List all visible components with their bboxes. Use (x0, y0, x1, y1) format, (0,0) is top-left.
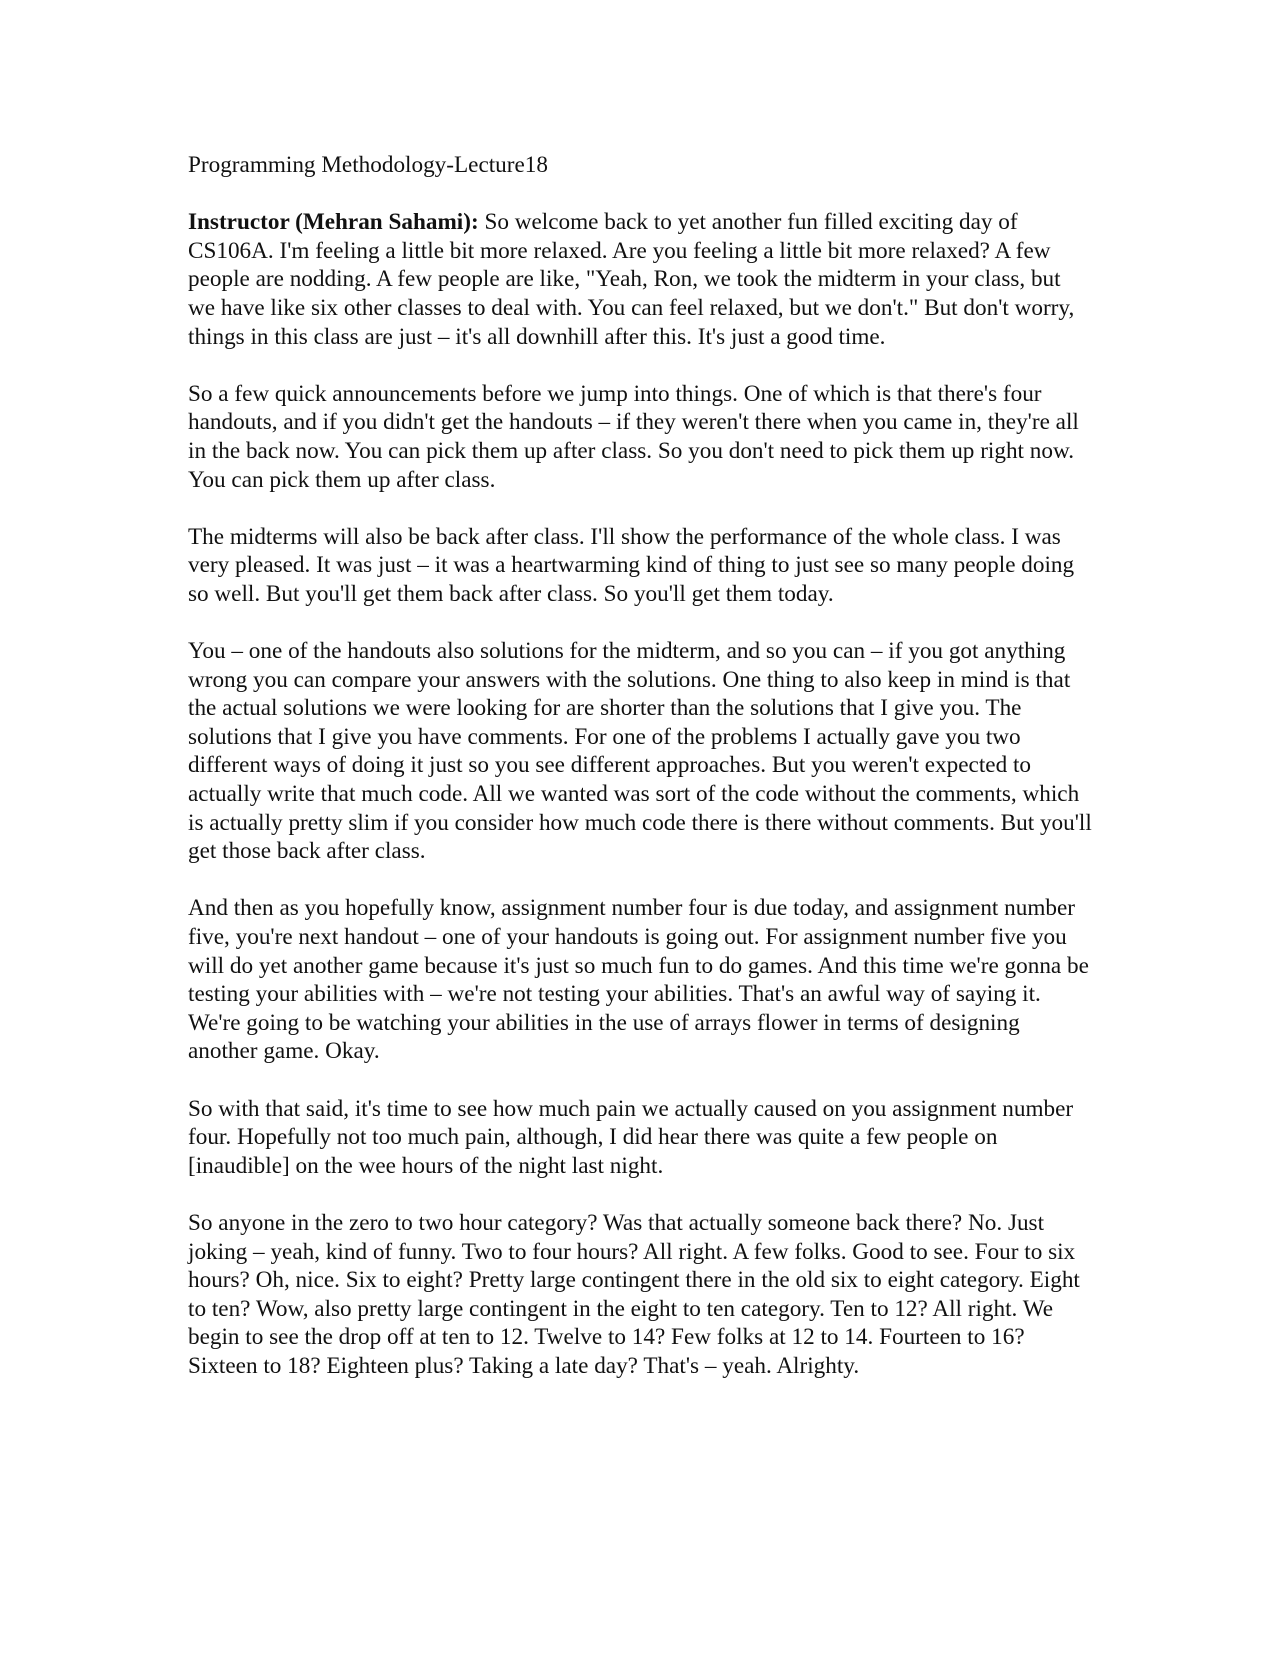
paragraph-6: So with that said, it's time to see how much pain we actually caused on you assignment number four. Hopefully not too much pain, although, I did hear there was quite a few people on [inaudible] on the wee hours of the night last night. (188, 1095, 1074, 1179)
paragraph-3: The midterms will also be back after class. I'll show the performance of the whole class. I was very pleased. It was just – it was a heartwarming kind of thing to just see so many people doing so well. But you'll get them back after class. So you'll get them today. (188, 523, 1075, 607)
document-page (188, 151, 1093, 1409)
document-title: Programming Methodology-Lecture18 (188, 152, 548, 178)
paragraph-1-text: So welcome back to yet another fun filled exciting day of CS106A. I'm feeling a little bit more relaxed. Are you feeling a little bit more relaxed? A few people are nodding. A few people are like, "Yeah, Ron, we took the midterm in your class, but we have like six other classes to deal with. You can feel relaxed, but we don't." But don't worry, things in this class are just – it's all downhill after this. It's just a good time. (188, 209, 1075, 350)
paragraph-1 (188, 208, 1093, 351)
paragraph-4: You – one of the handouts also solutions for the midterm, and so you can – if you got anything wrong you can compare your answers with the solutions. One thing to also keep in mind is that the actual solutions we were looking for are shorter than the solutions that I give you. The solutions that I give you have comments. For one of the problems I actually gave you two different ways of doing it just so you see different approaches. But you weren't expected to actually write that much code. All we wanted was sort of the code without the comments, which is actually pretty slim if you consider how much code there is there without comments. But you'll get those back after class. (188, 638, 1092, 865)
paragraph-2: So a few quick announcements before we jump into things. One of which is that there's four handouts, and if you didn't get the handouts – if they weren't there when you came in, they're all in the back now. You can pick them up after class. So you don't need to pick them up right now. You can pick them up after class. (188, 380, 1079, 493)
speaker-label: Instructor (Mehran Sahami): (188, 209, 479, 236)
paragraph-7: So anyone in the zero to two hour category? Was that actually someone back there? No. Just joking – yeah, kind of funny. Two to four hours? All right. A few folks. Good to see. Four to six hours? Oh, nice. Six to eight? Pretty large contingent there in the old six to eight category. Eight to ten? Wow, also pretty large contingent in the eight to ten category. Ten to 12? All right. We begin to see the drop off at ten to 12. Twelve to 14? Few folks at 12 to 14. Fourteen to 16? Sixteen to 18? Eighteen plus? Taking a late day? That's – yeah. Alrighty. (188, 1209, 1080, 1379)
paragraph-5: And then as you hopefully know, assignment number four is due today, and assignment number five, you're next handout – one of your handouts is going out. For assignment number five you will do yet another game because it's just so much fun to do games. And this time we're gonna be testing your abilities with – we're not testing your abilities. That's an awful way of saying it. We're going to be watching your abilities in the use of arrays flower in terms of designing another game. Okay. (188, 895, 1089, 1065)
